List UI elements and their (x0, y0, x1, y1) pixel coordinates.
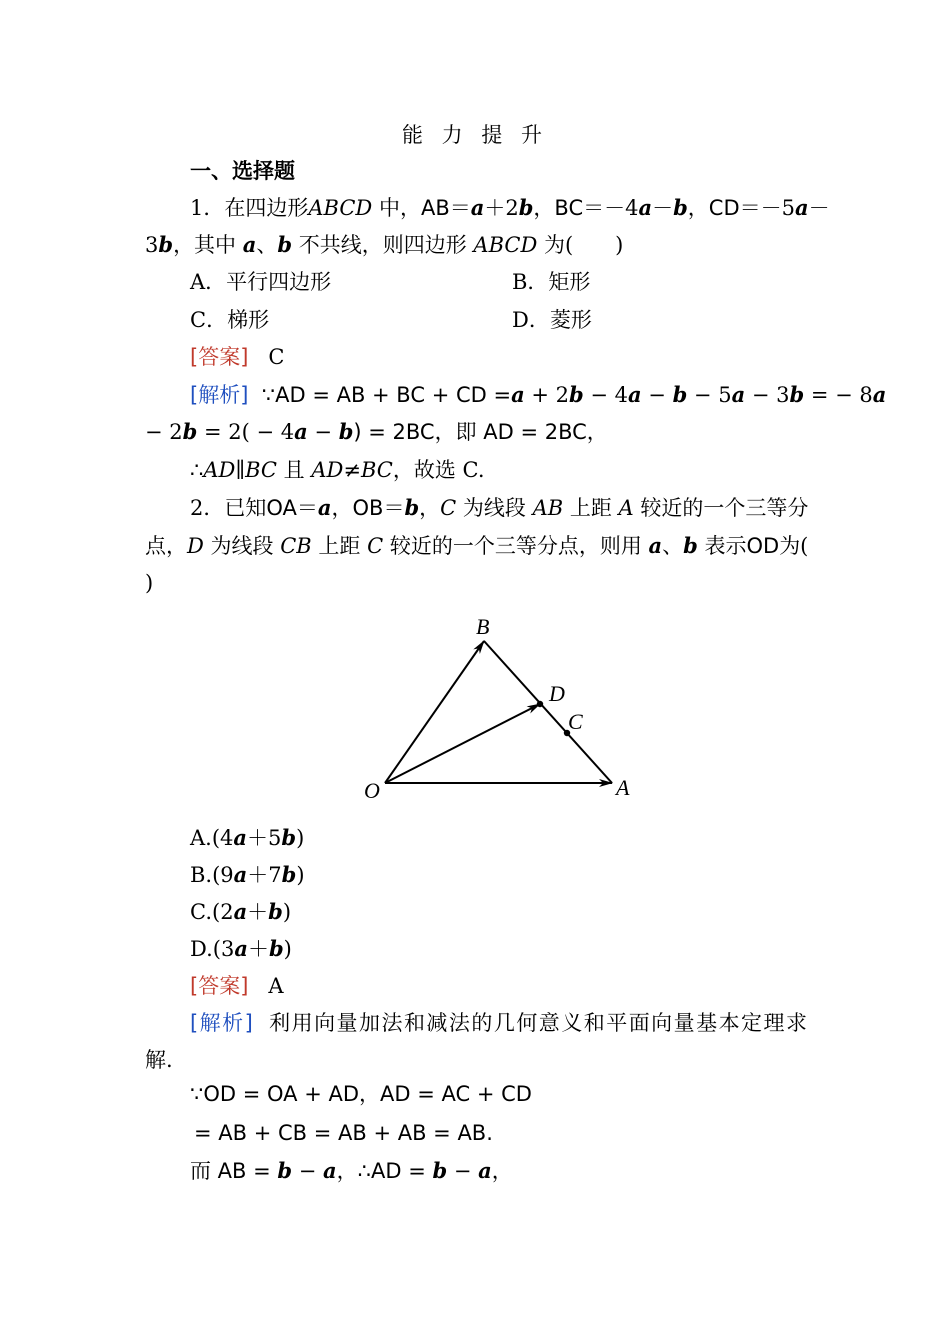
label-a: A (616, 775, 630, 800)
q2-analysis-line-3: ∵OD = OA + AD，AD = AC + CD (190, 1082, 532, 1106)
q1-analysis-line-2: − 2b = 2( − 4a − b) = 2BC，即 AD = 2BC， (145, 419, 608, 444)
vector-od (385, 704, 540, 783)
answer-tag: [答案] (190, 345, 249, 369)
analysis-tag: [解析] (190, 383, 249, 407)
q1-option-c: C．梯形 (190, 308, 270, 332)
q1-option-b: B．矩形 (512, 270, 591, 294)
q1-analysis-line-3: ∴AD∥BC 且 AD≠BC，故选 C. (190, 458, 485, 482)
page-title: 能 力 提 升 (401, 123, 549, 147)
q2-analysis-line-2: 解. (145, 1048, 173, 1072)
q1-analysis-line-1: [解析] ∵AD = AB + BC + CD =a + 2b − 4a − b − 5a − 3b = − 8a (190, 382, 887, 407)
label-c: C (568, 709, 583, 734)
q2-line-3: ) (145, 571, 154, 595)
analysis-tag: [解析] (190, 1011, 253, 1035)
section-heading: 一、选择题 (190, 159, 295, 183)
q2-answer: [答案] A (190, 974, 284, 998)
q2-analysis-line-5: 而 AB = b − a，∴AD = b − a， (190, 1158, 513, 1183)
label-d: D (549, 681, 565, 706)
q2-option-c: C.(2a＋b) (190, 899, 292, 924)
vector-ob (385, 641, 484, 783)
segment-ba (484, 641, 612, 783)
q1-line-2: 3b，其中 a、b 不共线，则四边形 ABCD 为( ) (145, 232, 624, 257)
label-o: O (364, 778, 380, 803)
q2-option-a: A.(4a＋5b) (190, 825, 305, 850)
point-d (537, 701, 543, 707)
q2-option-d: D.(3a＋b) (190, 936, 292, 961)
q1-answer: [答案] C (190, 345, 285, 369)
q1-option-d: D．菱形 (512, 308, 592, 332)
label-b: B (476, 614, 490, 639)
vector-triangle-figure (355, 610, 645, 810)
q2-line-1: 2．已知OA＝a，OB＝b，C 为线段 AB 上距 A 较近的一个三等分 (190, 495, 809, 520)
q1-option-a: A．平行四边形 (190, 270, 332, 294)
q2-analysis-line-4: = AB + CB = AB + AB = AB. (194, 1121, 493, 1145)
answer-tag: [答案] (190, 974, 249, 998)
q2-line-2: 点，D 为线段 CB 上距 C 较近的一个三等分点，则用 a、b 表示OD为( (145, 533, 809, 558)
q2-option-b: B.(9a＋7b) (190, 862, 305, 887)
q2-analysis-line-1: [解析] 利用向量加法和减法的几何意义和平面向量基本定理求 (190, 1011, 808, 1035)
q1-line-1: 1．在四边形ABCD 中，AB＝a＋2b，BC＝－4a－b，CD＝－5a－ (190, 195, 830, 220)
